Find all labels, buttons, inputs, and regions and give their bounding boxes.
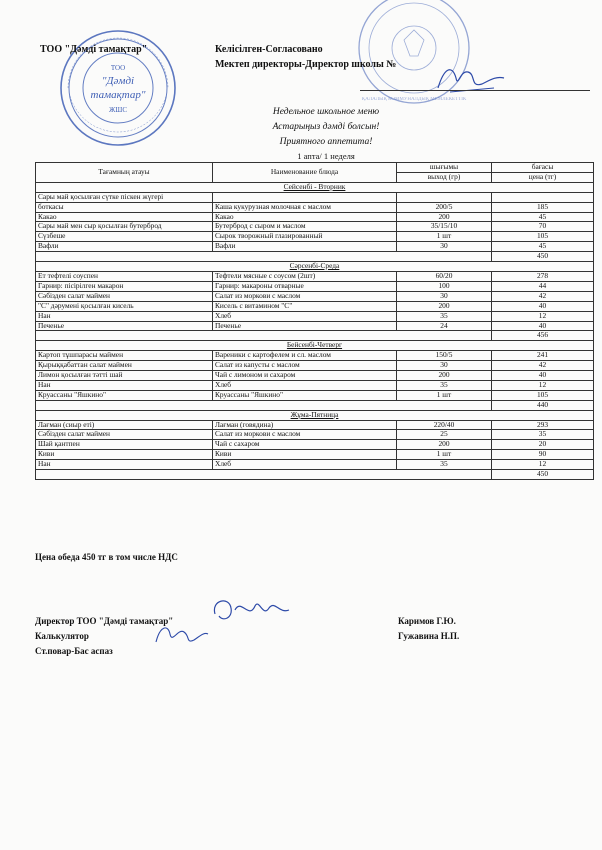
dish-yield: 150/5 [397,351,492,361]
table-row [36,222,594,232]
calculator-label: Калькулятор [35,631,89,641]
table-row [36,212,594,222]
dish-kz: Нан [36,460,213,470]
day-name: Сейсенбі - Вторник [36,182,594,192]
dish-yield: 100 [397,281,492,291]
table-row [36,430,594,440]
dish-kz: Қырыққабаттан салат маймен [36,361,213,371]
col-header-yield-sub: выход (гр) [397,172,492,182]
table-row [36,291,594,301]
table-row [36,202,594,212]
day-total: 440 [492,400,594,410]
dish-kz: Сәбізден салат маймен [36,430,213,440]
week-label: 1 апта/ 1 неделя [297,151,355,161]
dish-price: 105 [492,232,594,242]
dish-kz: Сары май қосылған сүтке піскен жүгері [36,192,213,202]
dish-yield: 30 [397,242,492,252]
stamp-text-3: тамақтар" [90,89,146,101]
dish-yield: 35 [397,380,492,390]
table-row [36,390,594,400]
greeting-kz: Астарыңыз дәмді болсын! [272,122,380,132]
dish-kz: Нан [36,311,213,321]
dish-ru: Салат из моркови с маслом [213,291,397,301]
day-row [36,410,594,420]
table-row [36,311,594,321]
dish-kz: Ет тефтелі соуспен [36,271,213,281]
dish-yield: 35/15/10 [397,222,492,232]
total-row [36,470,594,480]
day-name: Сәрсенбі-Среда [36,262,594,272]
total-spacer [36,400,492,410]
dish-ru: Тефтели мясные с соусом (2шт) [213,271,397,281]
dish-price: 241 [492,351,594,361]
dish-kz: Гарнир: пісірілген макарон [36,281,213,291]
dish-kz: Лағман (сиыр еті) [36,420,213,430]
dish-kz: Сүзбеше [36,232,213,242]
table-row [36,232,594,242]
table-row [36,321,594,331]
day-total: 456 [492,331,594,341]
dish-price: 45 [492,212,594,222]
dish-kz: Сары май мен сыр қосылған бутерброд [36,222,213,232]
dish-ru: Киви [213,450,397,460]
stamp-right-text: ҚАЛАЛЫҚ КОММУНАЛДЫҚ МЕМЛЕКЕТТІК [361,97,467,102]
dish-price: 90 [492,450,594,460]
table-row [36,192,594,202]
dish-yield: 1 шт [397,232,492,242]
table-row [36,361,594,371]
dish-ru: Круассаны "Яшкино" [213,390,397,400]
agreed-label: Келісілген-Согласовано [215,44,323,55]
day-row [36,262,594,272]
dish-price: 105 [492,390,594,400]
dish-price: 278 [492,271,594,281]
stamp-text-2: "Дәмді [101,75,135,87]
dish-ru: Каша кукурузная молочная с маслом [213,202,397,212]
dish-price: 293 [492,420,594,430]
dish-ru: Хлеб [213,460,397,470]
stamp-text-1: ТОО [110,64,126,72]
dish-ru [213,192,397,202]
dish-yield: 200 [397,301,492,311]
total-spacer [36,331,492,341]
dish-price: 35 [492,430,594,440]
dish-ru: Вафли [213,242,397,252]
dish-price: 40 [492,301,594,311]
dish-price [492,192,594,202]
dish-yield: 24 [397,321,492,331]
org-title: ТОО "Дәмді тамақтар" [40,44,148,55]
dish-ru: Печенье [213,321,397,331]
dish-price: 20 [492,440,594,450]
dish-price: 42 [492,291,594,301]
dish-price: 45 [492,242,594,252]
total-spacer [36,252,492,262]
dish-yield: 1 шт [397,390,492,400]
dish-kz: Сәбізден салат маймен [36,291,213,301]
dish-ru: Какао [213,212,397,222]
dish-kz: Картоп тұшпарасы маймен [36,351,213,361]
table-row [36,460,594,470]
dish-ru: Кисель с витамином "С" [213,301,397,311]
table-row [36,380,594,390]
dish-price: 12 [492,311,594,321]
dish-ru: Чай с сахаром [213,440,397,450]
day-name: Жұма-Пятница [36,410,594,420]
dish-yield: 35 [397,460,492,470]
dish-kz: Круассаны "Яшкино" [36,390,213,400]
day-total: 450 [492,470,594,480]
total-spacer [36,470,492,480]
dish-price: 185 [492,202,594,212]
director-label: Директор ТОО "Дәмді тамақтар" [35,616,174,626]
director-signature [430,58,510,103]
table-row [36,271,594,281]
dish-kz: Киви [36,450,213,460]
stamp-text-4: ЖШС [108,106,128,114]
dish-yield: 30 [397,361,492,371]
dish-yield: 200 [397,212,492,222]
director-line: Мектеп директоры-Директор школы № [215,59,397,70]
table-row [36,351,594,361]
dish-kz: Вафли [36,242,213,252]
dish-yield: 220/40 [397,420,492,430]
day-name: Бейсенбі-Четверг [36,341,594,351]
dish-yield: 30 [397,291,492,301]
dish-yield: 60/20 [397,271,492,281]
calculator-name: Гужавина Н.П. [398,631,460,641]
total-row [36,400,594,410]
col-header-ru: Наименование блюда [213,163,397,183]
menu-table [35,162,594,480]
col-header-yield: шығымы [397,163,492,173]
calculator-signature [150,620,210,655]
table-row [36,281,594,291]
dish-yield: 35 [397,311,492,321]
menu-heading: Недельное школьное меню [272,107,380,117]
dish-price: 40 [492,371,594,381]
dish-yield: 200 [397,371,492,381]
dish-kz: Шай қантпен [36,440,213,450]
greeting-ru: Приятного аппетита! [279,137,373,147]
dish-yield: 200 [397,440,492,450]
dish-kz: Какао [36,212,213,222]
day-total: 450 [492,252,594,262]
table-header-row [36,163,594,173]
dish-yield: 200/5 [397,202,492,212]
col-header-kz: Тағамның атауы [36,163,213,183]
director-underline [360,90,590,91]
dish-ru: Чай с лимоном и сахаром [213,371,397,381]
dish-ru: Салат из моркови с маслом [213,430,397,440]
dish-yield: 1 шт [397,450,492,460]
price-note: Цена обеда 450 тг в том числе НДС [35,552,178,562]
day-row [36,182,594,192]
dish-ru: Бутерброд с сыром и маслом [213,222,397,232]
table-row [36,371,594,381]
day-row [36,341,594,351]
total-row [36,252,594,262]
col-header-price: бағасы [492,163,594,173]
table-row [36,420,594,430]
dish-yield [397,192,492,202]
table-row [36,242,594,252]
dish-kz: Печенье [36,321,213,331]
dish-price: 40 [492,321,594,331]
director-name: Каримов Г.Ю. [398,616,456,626]
dish-kz: "С" дәрумені қосылған кисель [36,301,213,311]
table-row [36,301,594,311]
dish-ru: Хлеб [213,380,397,390]
director-footer-signature [205,592,295,637]
dish-price: 44 [492,281,594,291]
dish-price: 12 [492,460,594,470]
dish-ru: Сырок творожный глазированный [213,232,397,242]
dish-price: 70 [492,222,594,232]
dish-yield: 25 [397,430,492,440]
dish-ru: Салат из капусты с маслом [213,361,397,371]
dish-ru: Лағман (говядина) [213,420,397,430]
dish-price: 12 [492,380,594,390]
table-row [36,450,594,460]
cook-label: Ст.повар-Бас аспаз [35,646,113,656]
dish-kz: Нан [36,380,213,390]
dish-ru: Гарнир: макароны отварные [213,281,397,291]
total-row [36,331,594,341]
col-header-price-sub: цена (тг) [492,172,594,182]
dish-price: 42 [492,361,594,371]
dish-kz: Лимон қосылған тәтті шай [36,371,213,381]
table-row [36,440,594,450]
dish-kz: боткасы [36,202,213,212]
dish-ru: Хлеб [213,311,397,321]
dish-ru: Вареники с картофелем и сл. маслом [213,351,397,361]
